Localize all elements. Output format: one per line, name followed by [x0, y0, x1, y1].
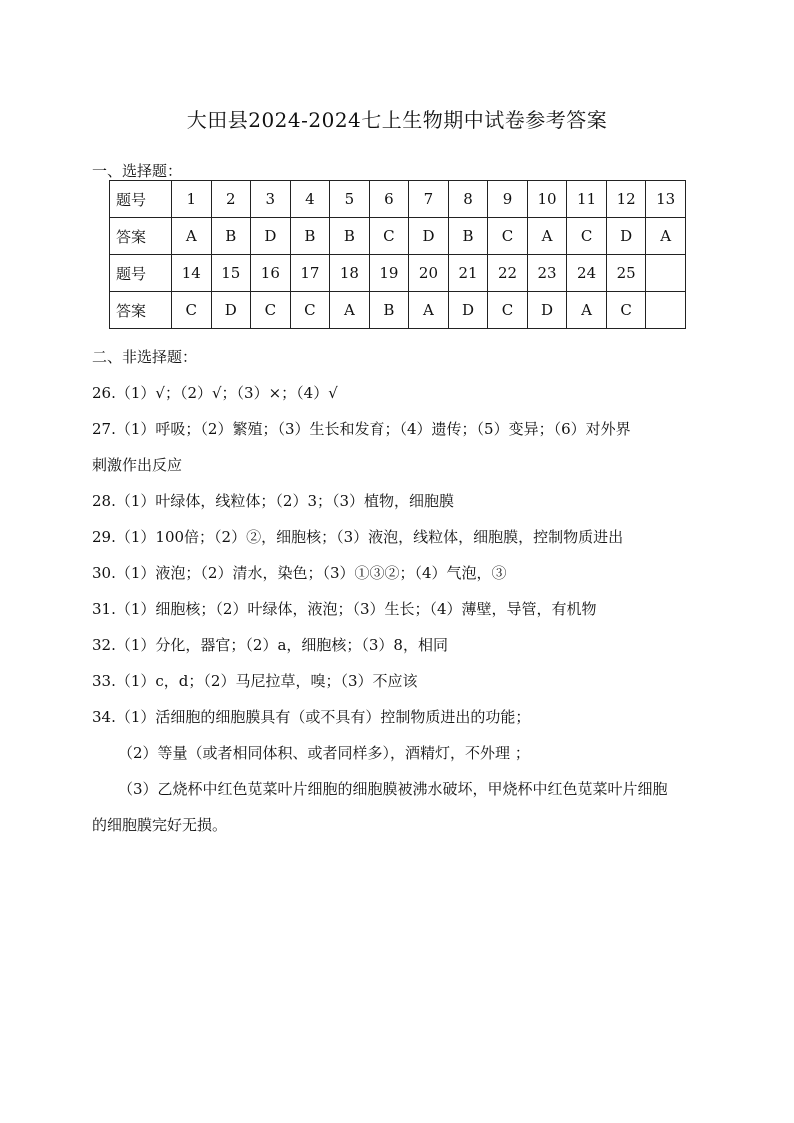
table-cell: C — [369, 218, 409, 255]
table-cell: 7 — [409, 181, 449, 218]
answer-line-30: 30.（1）液泡；（2）清水，染色；（3）①③②；（4）气泡，③ — [92, 564, 507, 582]
table-cell: D — [527, 292, 567, 329]
table-row — [110, 218, 686, 255]
answer-line-32: 32.（1）分化，器官；（2）a，细胞核；（3）8，相同 — [92, 636, 448, 654]
table-cell: C — [290, 292, 330, 329]
table-cell: 22 — [488, 255, 528, 292]
table-cell: 19 — [369, 255, 409, 292]
table-cell: C — [251, 292, 291, 329]
page-title: 大田县2024-2024七上生物期中试卷参考答案 — [186, 108, 608, 132]
table-cell: 8 — [448, 181, 488, 218]
table-cell: 25 — [606, 255, 646, 292]
table-cell: 20 — [409, 255, 449, 292]
table-cell: A — [409, 292, 449, 329]
table-cell: 15 — [211, 255, 251, 292]
row-label: 答案 — [110, 218, 172, 255]
answer-line-26: 26.（1）√；（2）√；（3）×；（4）√ — [92, 384, 338, 402]
answer-line-34-2: （2）等量（或者相同体积、或者同样多），酒精灯，不外理 ； — [118, 744, 530, 762]
answer-line-33: 33.（1）c，d；（2）马尼拉草，嗅；（3）不应该 — [92, 672, 418, 690]
table-cell: 18 — [330, 255, 370, 292]
table-cell: 13 — [646, 181, 686, 218]
section-heading-choice: 一、选择题： — [92, 162, 183, 180]
answer-line-31: 31.（1）细胞核；（2）叶绿体，液泡；（3）生长；（4）薄壁，导管，有机物 — [92, 600, 597, 618]
table-cell: 17 — [290, 255, 330, 292]
table-cell: 1 — [172, 181, 212, 218]
answer-line-29: 29.（1）100倍；（2）②，细胞核；（3）液泡，线粒体，细胞膜，控制物质进出 — [92, 528, 624, 546]
table-cell: D — [409, 218, 449, 255]
table-cell: B — [369, 292, 409, 329]
table-cell: 16 — [251, 255, 291, 292]
table-cell: 4 — [290, 181, 330, 218]
row-label: 题号 — [110, 181, 172, 218]
table-cell: 14 — [172, 255, 212, 292]
table-cell: C — [567, 218, 607, 255]
table-cell: A — [646, 218, 686, 255]
row-label: 题号 — [110, 255, 172, 292]
table-cell: A — [527, 218, 567, 255]
answer-line-27: 27.（1）呼吸；（2）繁殖；（3）生长和发育；（4）遗传；（5）变异；（6）对外界 — [92, 420, 631, 438]
table-row — [110, 292, 686, 329]
section-heading-nonchoice: 二、非选择题： — [92, 348, 198, 366]
table-cell: 6 — [369, 181, 409, 218]
table-cell: A — [567, 292, 607, 329]
table-cell: 21 — [448, 255, 488, 292]
answer-line-34-3: （3）乙烧杯中红色苋菜叶片细胞的细胞膜被沸水破坏，甲烧杯中红色苋菜叶片细胞 — [118, 780, 668, 798]
table-cell: B — [448, 218, 488, 255]
table-cell: D — [606, 218, 646, 255]
table-cell: D — [251, 218, 291, 255]
table-cell: C — [488, 218, 528, 255]
table-cell: 2 — [211, 181, 251, 218]
row-label: 答案 — [110, 292, 172, 329]
table-cell: C — [606, 292, 646, 329]
table-cell: B — [290, 218, 330, 255]
table-cell: D — [448, 292, 488, 329]
table-row — [110, 181, 686, 218]
table-cell: 11 — [567, 181, 607, 218]
table-cell: C — [488, 292, 528, 329]
answer-table — [109, 180, 686, 329]
table-cell: 24 — [567, 255, 607, 292]
table-cell: A — [330, 292, 370, 329]
table-row — [110, 255, 686, 292]
table-cell: 3 — [251, 181, 291, 218]
answer-line-27-cont: 刺激作出反应 — [92, 456, 183, 474]
table-cell: C — [172, 292, 212, 329]
answer-line-28: 28.（1）叶绿体，线粒体；（2）3；（3）植物，细胞膜 — [92, 492, 455, 510]
answer-line-34-3-cont: 的细胞膜完好无损。 — [92, 816, 228, 834]
table-cell: D — [211, 292, 251, 329]
table-cell: B — [211, 218, 251, 255]
table-cell: A — [172, 218, 212, 255]
table-cell — [646, 255, 686, 292]
answer-line-34: 34.（1）活细胞的细胞膜具有（或不具有）控制物质进出的功能； — [92, 708, 531, 726]
table-cell — [646, 292, 686, 329]
table-cell: B — [330, 218, 370, 255]
table-cell: 12 — [606, 181, 646, 218]
table-cell: 23 — [527, 255, 567, 292]
table-cell: 9 — [488, 181, 528, 218]
table-cell: 5 — [330, 181, 370, 218]
table-cell: 10 — [527, 181, 567, 218]
